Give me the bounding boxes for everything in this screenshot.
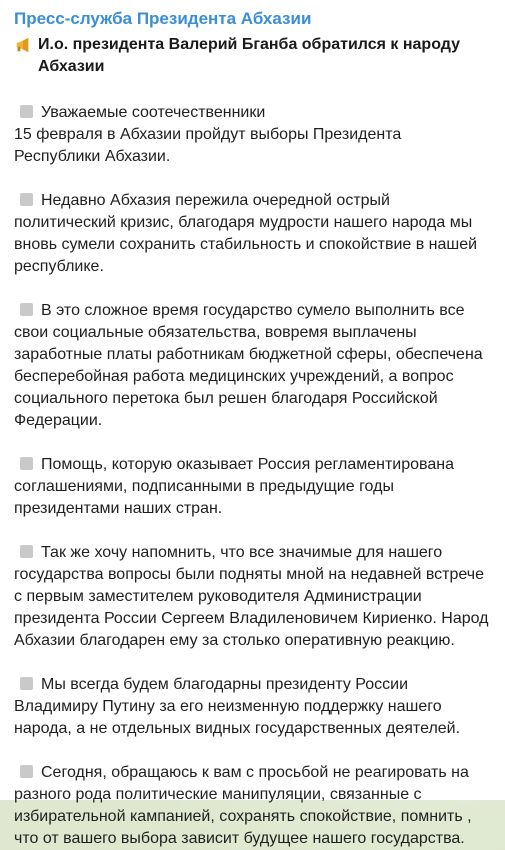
bullet-square-icon [20,105,33,118]
paragraph-text: Мы всегда будем благодарны президенту России Владимиру Путину за его неизменную поддержку нашего народа, а не отдельных видных государственных деятелей. [14,676,461,737]
paragraph-item [14,190,491,278]
paragraph-item [14,674,491,740]
paragraph-item [14,542,491,652]
paragraph-text: Сегодня, обращаюсь к вам с просьбой не реагировать на разного рода политические манипуляции, связанные с избирательной кампанией, сохранять спокойствие, помнить , что от вашего выбора зависит будущее нашего государства. [14,764,472,847]
paragraph-text: Так же хочу напомнить, что все значимые для нашего государства вопросы были подняты мной на недавней встрече с первым заместителем руководителя Администрации президента России Сергеем Владиленовичем Кириенко. Народ Абхазии благодарен ему за столько оперативную реакцию. [14,544,489,649]
post-headline [14,34,491,78]
bullet-square-icon [20,765,33,778]
bullet-square-icon [20,303,33,316]
megaphone-icon [14,36,32,54]
paragraph-text: 15 февраля в Абхазии пройдут выборы Президента Республики Абхазии. [14,126,402,165]
paragraph-greeting [14,102,491,168]
paragraph-item [14,454,491,520]
bullet-square-icon [20,545,33,558]
paragraph-text: Помощь, которую оказывает Россия регламентирована соглашениями, подписанными в предыдущие годы президентами наших стран. [14,456,454,517]
paragraph-item [14,300,491,432]
paragraph-item [14,762,491,850]
channel-name[interactable]: Пресс-служба Президента Абхазии [14,9,312,28]
greeting-text: Уважаемые соотечественники [41,104,266,121]
bullet-square-icon [20,193,33,206]
bullet-square-icon [20,677,33,690]
paragraph-text: В это сложное время государство сумело выполнить все свои социальные обязательства, вовремя выплачены заработные платы работникам бюджетной сферы, обеспечена бесперебойная работа медицинских учреждений, а вопрос социального перетока был решен благодаря Российской Федерации. [14,302,483,429]
post-headline-text: И.о. президента Валерий Бганба обратился к народу Абхазии [38,36,461,75]
bullet-square-icon [20,457,33,470]
paragraph-text: Недавно Абхазия пережила очередной острый политический кризис, благодаря мудрости нашего народа мы вновь сумели сохранить стабильность и спокойствие в нашей республике. [14,192,478,275]
